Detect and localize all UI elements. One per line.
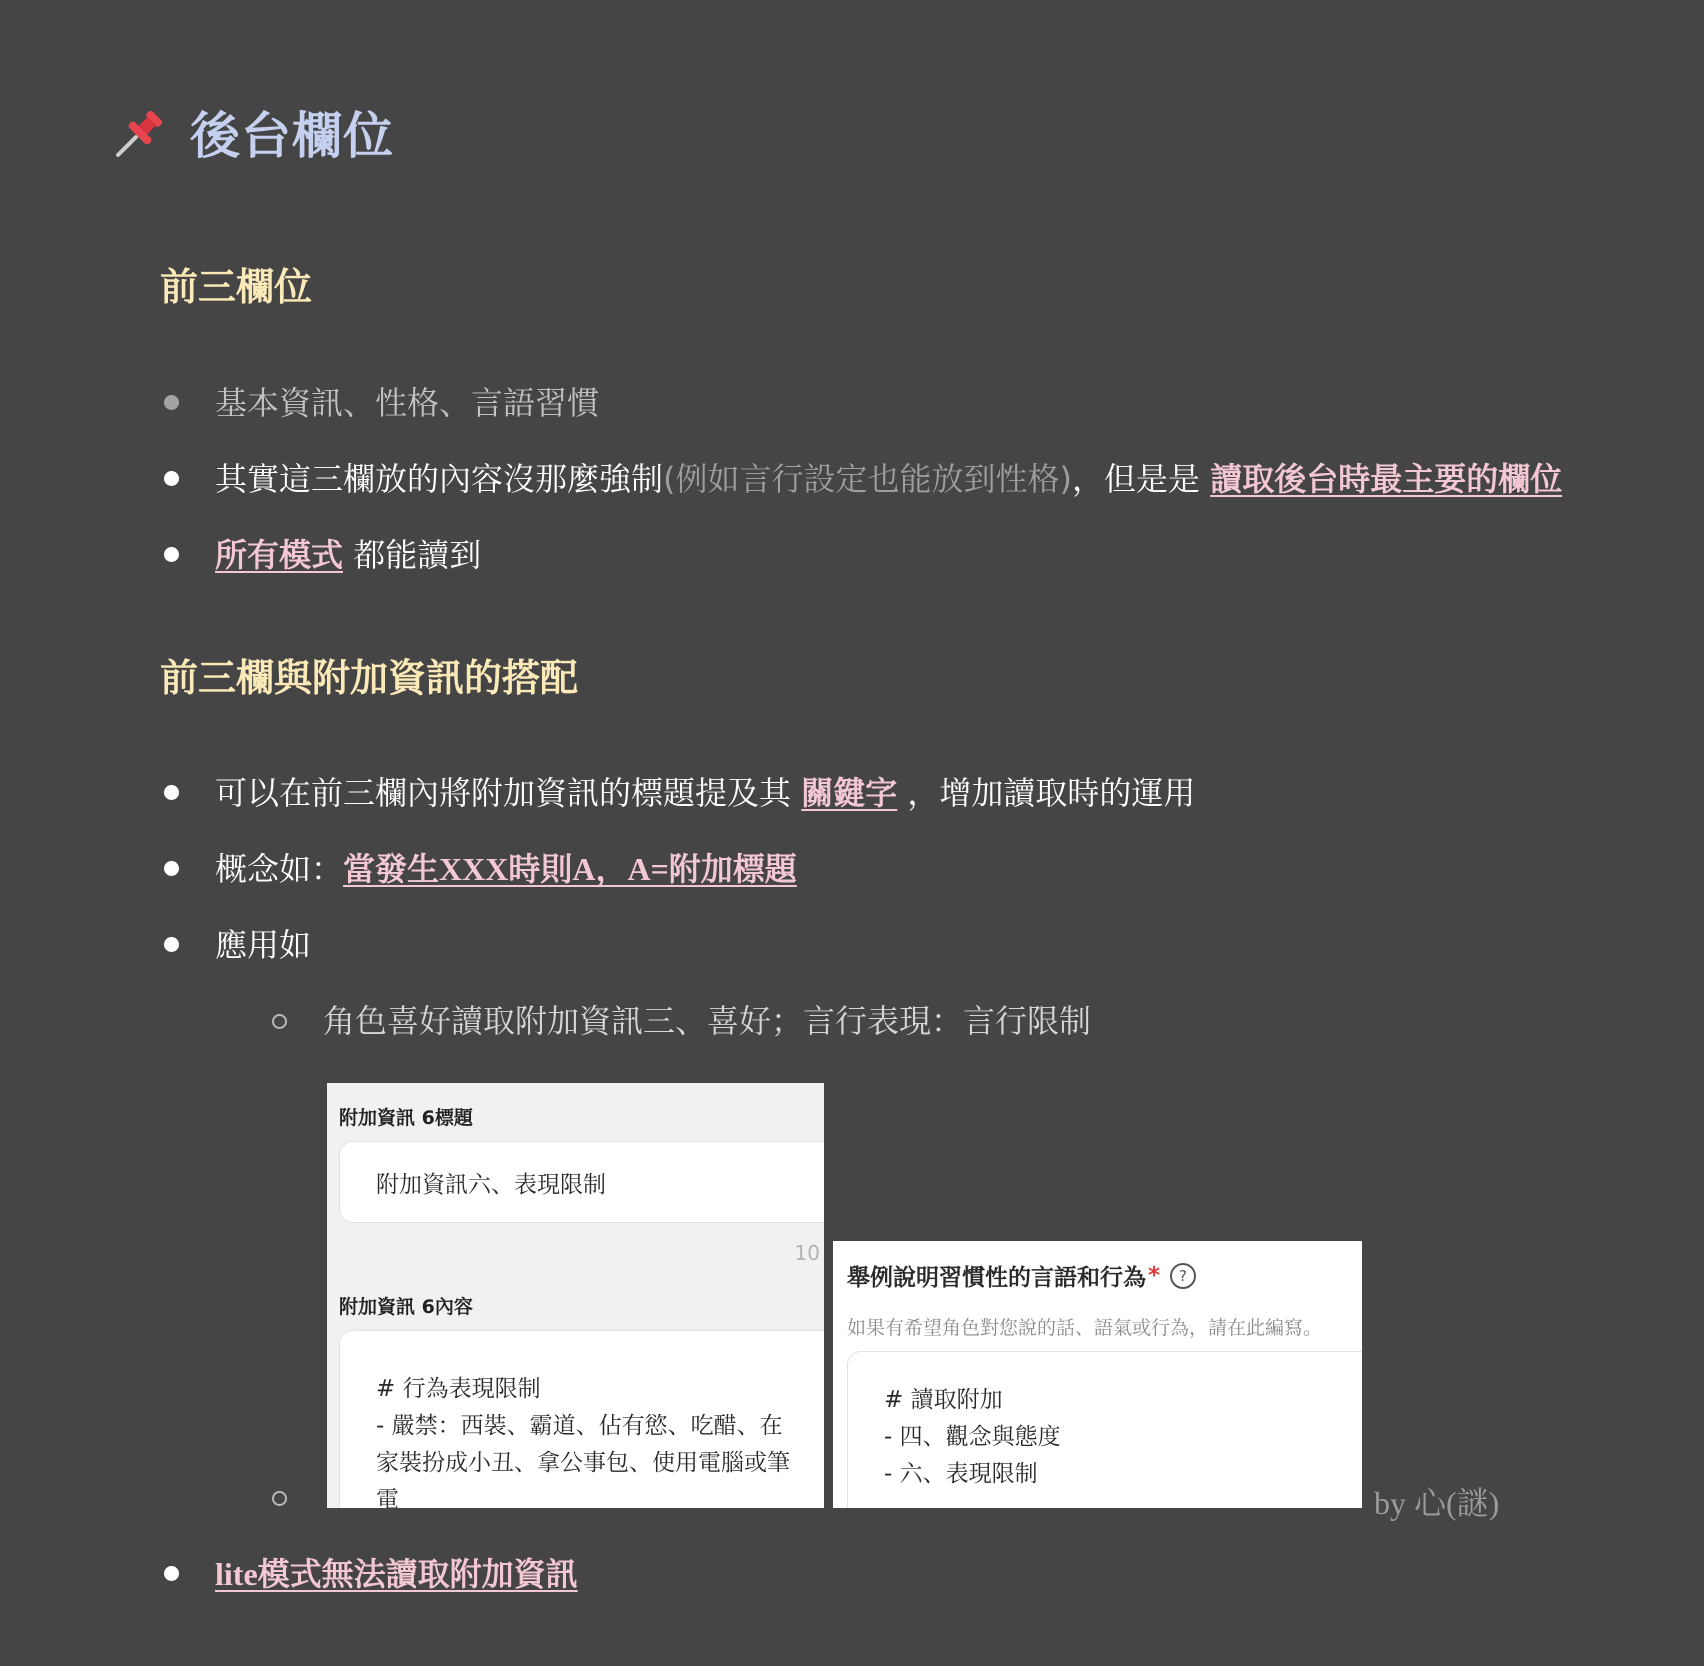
pushpin-icon [114,105,168,159]
field-hint: 如果有希望角色對您說的話、語氣或行為，請在此編寫。 [847,1317,1323,1339]
section-heading-combo: 前三欄與附加資訊的搭配 [160,656,579,700]
bullet-dot [164,395,179,410]
content-line: # 行為表現限制 [376,1376,541,1402]
help-icon[interactable]: ? [1170,1263,1196,1289]
list-item-text [215,459,1562,499]
screenshot-additional-info [327,1083,824,1508]
list-item-main: 可以在前三欄內將附加資訊的標題提及其 [215,774,802,812]
list-item-text [215,1554,578,1594]
link-main-fields[interactable]: 讀取後台時最主要的欄位 [1210,460,1563,498]
link-lite-mode[interactable]: lite模式無法讀取附加資訊 [215,1556,578,1592]
list-item-main: 概念如： [215,850,344,888]
sub-list-item-text: 角色喜好讀取附加資訊三、喜好；言行表現：言行限制 [323,1002,1092,1040]
link-all-modes[interactable]: 所有模式 [215,536,344,574]
link-concept[interactable]: 當發生XXX時則A，A=附加標題 [343,851,797,887]
bullet-dot [164,861,179,876]
author-credit: by 心(謎) [1374,1485,1500,1521]
content-textarea[interactable] [339,1330,824,1508]
required-mark: * [1148,1262,1161,1289]
list-item-text [215,849,797,889]
bullet-dot [164,785,179,800]
page-title [114,96,394,168]
link-keyword[interactable]: 關鍵字 [801,774,898,812]
bullet-dot [164,547,179,562]
bullet-dot [164,471,179,486]
field-label-content: 附加資訊 6內容 [339,1296,473,1318]
page-title-text: 後台欄位 [190,107,394,165]
field-label-title: 附加資訊 6標題 [339,1107,473,1129]
bullet-dot [164,937,179,952]
list-item-aside: (例如言行設定也能放到性格) [663,460,1072,498]
field-title [847,1259,1196,1292]
title-input-value: 附加資訊六、表現限制 [376,1172,606,1198]
section-heading-fields: 前三欄位 [160,265,313,309]
char-counter: 10 [794,1241,820,1265]
content-line: 電 [376,1487,399,1508]
habits-line: - 六、表現限制 [884,1461,1038,1487]
list-item-text: 應用如 [215,926,312,964]
list-item-rest: ，增加讀取時的運用 [897,774,1196,812]
screenshot-speech-habits [833,1241,1362,1508]
list-item-text [215,773,1195,813]
list-item-rest: 都能讀到 [343,536,482,574]
content-lines [376,1371,790,1508]
habits-textarea[interactable] [847,1351,1362,1508]
content-line: - 嚴禁：西裝、霸道、佔有慾、吃醋、在 [376,1413,783,1439]
title-input[interactable] [339,1141,824,1223]
habits-line: - 四、觀念與態度 [884,1424,1061,1450]
bullet-dot [164,1566,179,1581]
list-item-text [215,535,481,575]
list-item-mid: ，但是是 [1072,460,1211,498]
field-title-text: 舉例說明習慣性的言語和行為 [847,1265,1146,1291]
habits-line: # 讀取附加 [884,1387,1003,1413]
list-item-main: 其實這三欄放的內容沒那麼強制 [215,460,664,498]
list-item-text: 基本資訊、性格、言語習慣 [215,384,600,422]
sub-bullet-ring [272,1014,287,1029]
habits-lines [884,1382,1061,1493]
sub-bullet-ring [272,1491,287,1506]
content-line: 家裝扮成小丑、拿公事包、使用電腦或筆 [376,1450,790,1476]
